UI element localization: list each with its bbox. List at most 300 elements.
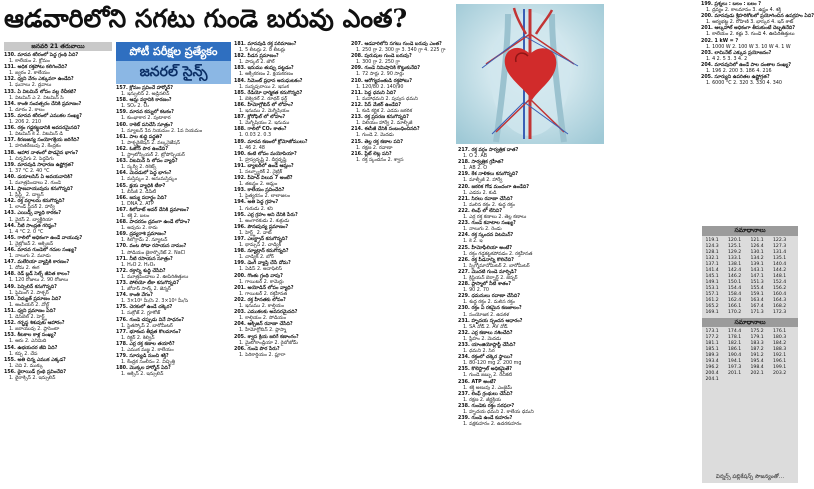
answer-cell: 179.1 [750, 335, 764, 340]
question-text: 148. రెడ్ బ్లడ్ సెల్స్ జీవిత కాలం? [4, 272, 70, 278]
question-text: 230. రక్తం ఏ రకమైన కణజాలం? [458, 306, 522, 312]
question-list [458, 148, 580, 428]
question-text: 228. ప్లాస్మాలో నీటి శాతం? [458, 282, 511, 288]
question-text: 146. మానవ గుండెలో గదుల సంఖ్య? [4, 248, 77, 253]
question-options: 1. ఎముక మజ్జ 2. కాలేయం [121, 348, 174, 354]
answer-cell: 158.4 [728, 292, 742, 297]
question-options: 1. 4 °C 2. 0 °C [9, 229, 44, 235]
question-text: 221. సిరలు రవాణా చేసేది? [458, 196, 513, 202]
question-text: 216. ప్లేట్ లెట్ల పని? [351, 151, 392, 157]
question-options: 1. థామ్సన్ 2. చాడ్విక్ [239, 243, 282, 249]
answer-cell: 124.3 [705, 244, 719, 249]
answer-cell: 195.4 [750, 359, 764, 364]
question-options: 1. హరితరేణువు 2. కేంద్రకం [9, 144, 61, 150]
question-options: 1. 6000 °C 2. 320 3. 330 4. 340 [706, 81, 782, 87]
question-text: 208. పురుషుల గుండె బరువు? [351, 54, 412, 60]
question-options: 1. గుండె జబ్బు 2. రేచీకటి [463, 373, 512, 379]
question-options: 1. రక్షణ 2. రవాణా [356, 145, 393, 151]
question-options: 1. హ్రస్వదృష్టి 2. దీర్ఘదృష్టి [239, 157, 287, 163]
question-options: 1. SO₂ 2. O₂ [121, 104, 150, 110]
question-options: 1. జ్వరం 2. కాలేయం [9, 71, 50, 77]
question-text: 204. మానవునిలో ఉండే పాల దంతాల సంఖ్య? [701, 62, 792, 68]
question-text: 166. జన్యు పదార్థం ఏది? [116, 195, 167, 201]
answers-table [705, 329, 795, 383]
answer-cell: 162.4 [728, 298, 742, 303]
question-options: 1. H₂O 2. H₂O₂ [121, 262, 156, 268]
question-text: 173. పోలియో టీకా కనుగొన్నది? [116, 281, 180, 286]
question-options: 1. కాల్షియం 2. సోడియం [239, 316, 287, 322]
question-options: 1. ఏడిస్ 2. అనాఫిలిస్ [239, 267, 283, 273]
question-text: 177. భూకంప తీవ్రత కొలమానం? [116, 329, 181, 335]
question-text: 219. కేశ నాళికలు కనుగొన్నది? [458, 172, 519, 178]
question-options: 1. సంయోజక 2. ఉపకళ [463, 312, 510, 318]
answer-cell: 176.1 [773, 329, 787, 334]
question-options: 1. ప్రీస్ట్లీ 2. డాల్టన్ [9, 193, 44, 199]
answer-cell: 119.1 [705, 238, 719, 243]
question-options: 1. రక్షణ 2. జీర్ణక్రియ [463, 397, 502, 403]
question-column-2 [116, 86, 231, 487]
question-options: 1. హీమోగ్లోబిన్ 2. ప్లాస్మా [239, 328, 287, 334]
question-options: 1. పాశ్చరైజేషన్ 2. వల్కనైజేషన్ [121, 140, 181, 146]
question-options: 1. రిక్టర్ 2. కెల్విన్ [121, 335, 155, 341]
answer-cell: 203.2 [773, 371, 787, 376]
answer-cell: 165.2 [705, 304, 719, 309]
question-options: 1. మలిన రక్తం 2. శుద్ధ రక్తం [463, 202, 515, 208]
answer-cell: 163.4 [750, 298, 764, 303]
question-options: 1. పాస్కల్ 2. జౌల్ [239, 60, 275, 66]
question-text: 188. గాలిలో CO₂ శాతం? [234, 127, 287, 133]
answer-cell: 187.2 [750, 347, 764, 352]
question-text: 138. ఆహార నాళంలో పొడవైన భాగం? [4, 150, 79, 156]
question-text: 189. మానవ కణంలో క్రోమోజోములు? [234, 139, 308, 145]
question-options: 1. పైత్యరసం 2. లాలాజలం [239, 194, 291, 200]
answer-cell: 142.4 [728, 268, 742, 273]
question-text: 182. పీడన ప్రమాణం? [234, 54, 279, 60]
question-text: 178. ఎర్ర రక్త కణాల తయారీ? [116, 341, 175, 347]
answer-cell: 161.2 [705, 298, 719, 303]
question-options: 1. పెరికార్డియం 2. ప్లూరా [239, 352, 286, 358]
question-text: 236. ATP అంటే? [458, 379, 497, 385]
question-text: 176. గుండె చప్పుడు వినే సాధనం? [116, 317, 185, 323]
question-text: 220. జఠరిక గోడ మందంగా ఉండేది? [458, 184, 529, 190]
answer-cell: 128.1 [705, 250, 719, 255]
question-text: 144. నీటి సాంద్రత గరిష్ఠం? [4, 223, 57, 229]
question-options: 1. కె 2. ఇ [463, 239, 483, 245]
question-options: 1. 0.03 2. 0.3 [239, 133, 272, 139]
question-options: 1. కుడి కర్ణిక 2. ఎడమ జఠరిక [356, 109, 413, 115]
question-text: 154. ఉభయచర జీవి ఏది? [4, 345, 58, 351]
question-options: 1. న్యూటన్ 3వ నియమం 2. 1వ నియమం [121, 128, 203, 134]
answers-box [702, 226, 798, 483]
page-headline: ఆడవారిలోని సగటు గుండె బరువు ఎంత? [4, 4, 408, 33]
question-text: 170. వంట సోడా రసాయన నామం? [116, 244, 187, 250]
question-column-6 [701, 2, 814, 222]
question-text: 199. ప్రశ్నలు : బలం : బలం ? [701, 2, 762, 7]
answer-cell: 132.1 [705, 256, 719, 261]
question-options: 1. ధమని 2. సిర [463, 349, 495, 355]
answer-cell: 153.1 [705, 286, 719, 291]
answer-cell: 182.1 [728, 341, 742, 346]
question-text: 151. ధ్వని ప్రమాణం ఏది? [4, 308, 56, 314]
answer-cell: 120.1 [728, 238, 742, 243]
question-text: 199. డెంగీ వ్యాప్తి చేసే దోమ? [234, 261, 291, 267]
question-text: 174. కాంతి వేగం? [116, 293, 153, 299]
answer-cell: 192.1 [773, 353, 787, 358]
question-options: 1. అవును 2. కాదు [121, 226, 158, 232]
answer-cell: 169.1 [705, 310, 719, 315]
question-text: 214. ఈసీజీ దేనికి సంబంధించినది? [351, 127, 420, 133]
heart-illustration-image [456, 4, 604, 144]
question-list [234, 42, 347, 359]
answer-cell: 121.1 [750, 238, 764, 243]
question-text: 143. ఎయిడ్స్ వ్యాధి కారకం? [4, 211, 62, 217]
question-options: 1. 3×10⁸ మీ/సె 2. 3×10⁶ మీ/సె [121, 299, 189, 305]
answer-cell: 197.3 [728, 365, 742, 370]
answer-cell: 149.1 [705, 280, 719, 285]
question-options: 1. సున్నపురాయి 2. ఇసుక [239, 84, 289, 90]
question-list [351, 42, 453, 164]
answer-cell: 183.3 [750, 341, 764, 346]
question-text: 162. ఓజోన్ పొర ఉండేది? [116, 146, 168, 152]
answer-cell: 127.3 [773, 244, 787, 249]
answer-cell: 196.1 [773, 359, 787, 364]
answers-subtitle: సమాధానాలు [702, 318, 798, 327]
question-options: 1. కాలేయం 2. క్లోమం [9, 59, 50, 65]
answers-table [705, 238, 795, 316]
heart-icon [456, 4, 604, 144]
question-options: 1. ద్రవ్యం 2. కాలమానం 3. ఉష్ణం 4. శక్తి [706, 8, 781, 14]
question-list [4, 53, 112, 382]
answer-cell: 170.2 [728, 310, 742, 315]
question-list [701, 2, 814, 87]
question-text: 141. ప్రాణవాయువును కనుగొన్నది? [4, 187, 73, 193]
question-options: 1. డెసిబెల్ 2. హెర్ట్జ్ [9, 315, 47, 321]
answer-cell: 140.4 [773, 262, 787, 267]
question-options: 1. జరాయువు 2. ప్లాసెంటా [9, 327, 60, 333]
question-text: 172. రక్తాన్ని శుద్ధి చేసేవి? [116, 268, 166, 274]
answers-row [705, 377, 795, 383]
answer-cell: 188.3 [773, 347, 787, 352]
answer-cell: 145.1 [705, 274, 719, 279]
question-text: 193. కాలేయం స్రవించేది? [234, 188, 285, 194]
answer-cell: 168.2 [773, 304, 787, 309]
question-options: 1. అంగారకుడు 2. శుక్రుడు [239, 218, 290, 224]
question-text: 232. ఎర్ర కణాలు నశించేది? [458, 330, 513, 336]
question-text: 185. రేడియో ధార్మికత కనుగొన్నది? [234, 90, 303, 96]
question-options: 1. థైరాక్సిన్ 2. ఇన్సులిన్ [9, 375, 56, 381]
answer-cell [728, 377, 751, 383]
question-text: 226. రక్త పీడనాన్ని కొలిచేది? [458, 257, 514, 263]
question-text: 222. లింఫ్ లో లేనివి? [458, 208, 503, 214]
question-options: 1. సోడియం బైకార్బొనేట్ 2. NaCl [121, 250, 186, 256]
question-text: 205. శ్వాస క్రియ జరిగే కణాంగం? [234, 334, 299, 340]
question-options: 1. ఫ్లెమింగ్ 2. పాశ్చర్ [9, 290, 49, 296]
answer-cell: 143.1 [750, 268, 764, 273]
answer-cell: 146.2 [728, 274, 742, 279]
answers-row [705, 310, 795, 316]
question-text: 233. యాంజియోప్లాస్టీ చేసేది? [458, 343, 516, 348]
question-options: 1. 4 2. 5 3. 3 4. 2 [706, 56, 748, 62]
question-text: 171. నీటి రసాయన సూత్రం? [116, 256, 173, 262]
answer-cell: 159.1 [750, 292, 764, 297]
answer-cell [773, 377, 796, 383]
question-options: 1. లాండ్ స్టీనర్ 2. హార్వే [9, 205, 55, 211]
question-options: 1. ఆర్యభట్ట 2. రోహిణి 3. భాస్కర 4. ఇన్ శాట్ [706, 20, 794, 26]
answer-cell: 134.2 [750, 256, 764, 261]
answer-cell: 150.1 [728, 280, 742, 285]
question-text: 215. తెల్ల రక్త కణాల పని? [351, 139, 404, 145]
question-options: 1. హృదయ ధమని 2. కాలేయ ధమని [463, 410, 534, 416]
question-text: 203. ఎముకలకు అవసరమైనది? [234, 310, 298, 316]
answer-cell: 174.4 [728, 329, 742, 334]
question-options: 1. బెక్వెరల్ 2. రూథర్ ఫర్డ్ [239, 96, 288, 102]
question-text: 134. కాంతి సంవత్సరం దేనికి ప్రమాణం? [4, 101, 82, 107]
question-options: 1. బీసీజీ 2. డీపీటీ [121, 189, 156, 195]
question-column-1 [4, 42, 112, 487]
question-text: 150. విద్యుత్ ప్రమాణం ఏది? [4, 296, 62, 302]
question-options: 1. శక్తి 2. బలం [121, 213, 150, 219]
question-options: 1. ఘనాలు 2. ద్రవాలు [9, 83, 52, 89]
question-options: 1. గురుడు 2. శని [239, 206, 273, 212]
date-box: జనవరి 21 తరువాయి [4, 42, 112, 51]
question-options: 1. ఇనుము 2. కాల్షియం [239, 304, 285, 310]
question-text: 160. రాకెట్ పనిచేసే సూత్రం? [116, 122, 173, 128]
answer-cell: 135.1 [773, 256, 787, 261]
question-options: 1. స్ట్రాటోస్ఫియర్ 2. ట్రోపోస్ఫియర్ [121, 153, 185, 159]
question-text: 212. పేస్ మేకర్ ఉండేది? [351, 102, 402, 108]
question-options: 1. ఆక్సిన్ 2. ఇన్సులిన్ [121, 372, 164, 378]
question-text: 203. లామినేట్ ఎక్కువ ప్రయోజనం? [701, 50, 772, 56]
question-options: 1. 120 రోజులు 2. 90 రోజులు [9, 278, 69, 284]
question-text: 234. రక్తంలో చక్కెర స్థాయి? [458, 355, 513, 361]
question-text: 155. అతి చిన్న ఎముక ఎక్కడ? [4, 357, 66, 363]
question-options: 1. 37 °C 2. 40 °C [9, 168, 50, 174]
question-options: 1. 90 2. 70 [463, 288, 489, 294]
answer-cell: 181.1 [705, 341, 719, 346]
answer-cell: 160.4 [773, 292, 787, 297]
answer-cell: 154.4 [728, 286, 742, 291]
question-text: 217. రక్త వర్గం సార్వత్రిక దాత? [458, 148, 519, 153]
answer-cell: 186.1 [728, 347, 742, 352]
question-text: 131. అధిక రక్తపోటు కలిగించేది? [4, 65, 68, 71]
question-options: 1. 72 సార్లు 2. 90 సార్లు [356, 72, 404, 78]
question-text: 161. పాల శుద్ధి పద్ధతి? [116, 134, 163, 140]
question-text: 181. మానవుడి రక్త పరిమాణం? [234, 42, 297, 47]
section-banner-top: పోటీ పరీక్షల ప్రత్యేకం [116, 42, 231, 61]
answer-cell: 164.3 [773, 298, 787, 303]
answer-cell: 147.1 [750, 274, 764, 279]
question-text: 179. సూర్యుడి నుంచి శక్తి? [116, 354, 169, 360]
question-options: 1. 300 గ్రా 2. 250 గ్రా [356, 60, 400, 66]
question-column-5 [458, 148, 580, 487]
question-text: 149. పెన్సిలిన్ కనుగొన్నది? [4, 284, 57, 290]
question-options: 1. కప్ప 2. చేప [9, 351, 38, 357]
answer-cell: 167.4 [750, 304, 764, 309]
question-options: 1. ఆక్సీకరణం 2. క్షయకరణం [239, 72, 294, 78]
question-options: 1. O 2. AB [463, 154, 488, 160]
question-options: 1. తటస్థం 2. ఆమ్లం [239, 182, 278, 188]
answer-cell: 157.1 [705, 292, 719, 297]
answer-cell: 193.4 [705, 359, 719, 364]
question-text: 168. పాదరసం ద్రవంగా ఉండే లోహం? [116, 220, 191, 226]
question-options: 1. దోమ 2. ఈగ [9, 266, 40, 272]
question-text: 195. ఎర్ర గ్రహం అని దేనికి పేరు? [234, 212, 298, 218]
question-options: 1. క్రిస్టియన్ బెర్నార్డ్ 2. జెన్నర్ [463, 275, 518, 281]
question-column-4 [351, 42, 453, 487]
question-options: 1. 120/80 2. 140/90 [356, 84, 404, 90]
answer-cell: 191.2 [750, 353, 764, 358]
question-text: 135. మానవ శరీరంలో ఎముకల సంఖ్య? [4, 113, 82, 119]
question-text: 190. కంటి లోపం మయోపియా? [234, 151, 297, 157]
question-options: 1. ప్లీహం 2. మెదడు [463, 336, 502, 342]
question-options: 1. శక్తి అణువు 2. ఎంజైమ్ [463, 385, 513, 391]
section-banner-title: జనరల్ సైన్స్ [116, 61, 231, 84]
question-text: 231. హృదయ స్పందన ఆధారం? [458, 318, 523, 324]
question-options: 1. నైట్రోజన్ 2. ఆక్సిజన్ [9, 241, 54, 247]
question-options: 1. ఆరు 2. ఎనిమిది [9, 339, 47, 345]
answer-cell: 155.4 [750, 286, 764, 291]
question-options: 1. స్టెతస్కోప్ 2. బారోమీటర్ [121, 323, 173, 329]
question-text: 196. పౌనఃపున్య ప్రమాణం? [234, 224, 289, 230]
question-options: 1. వక్షకుహరం 2. ఉదరకుహరం [463, 422, 522, 428]
question-options: 1. 5 లీటర్లు 2. 8 లీటర్లు [239, 48, 286, 54]
question-text: 145. గాలిలో అధికంగా ఉండే వాయువు? [4, 235, 83, 241]
answer-cell: 204.1 [705, 377, 719, 382]
question-options: 1. ఇనుము 2. మెగ్నీషియం [239, 109, 290, 115]
question-options: 1. జోనాస్ సాల్క్ 2. జెన్నర్ [121, 287, 171, 293]
question-options: 1. 206 2. 210 [9, 120, 42, 126]
question-text: 187. క్లోరోఫిల్ లో లోహం? [234, 115, 286, 121]
question-text: 132. ధ్వని వేగం ఎక్కువగా ఉండేది? [4, 77, 74, 83]
question-options: 1. గాయిటర్ 2. రక్తహీనత [239, 291, 288, 297]
question-options: 1. హెర్ట్జ్ 2. వాట్ [239, 230, 272, 236]
answer-cell: 156.2 [773, 286, 787, 291]
question-text: 164. మెదడులో పెద్ద భాగం? [116, 171, 172, 177]
question-text: 205. సూర్యుని ఉపరితల ఉష్ణోగ్రత? [701, 75, 770, 81]
answer-cell: 194.1 [728, 359, 742, 364]
question-text: 153. కీటకాల కాళ్ల సంఖ్య? [4, 333, 57, 339]
question-options: 1. 80-120 mg 2. 200 mg [463, 361, 522, 367]
question-text: 209. గుండె నిమిషానికి కొట్టుకునేది? [351, 66, 421, 72]
answers-footer: విన్నర్స్ పబ్లికేషన్స్ సౌజన్యంతో... [715, 474, 785, 480]
question-options: 1. మైటోకాండ్రియా 2. రైబోజోమ్ [239, 340, 298, 346]
question-options: 1. మూత్రపిండాలు 2. ఊపిరితిత్తులు [121, 274, 189, 280]
question-text: 133. ఏ విటమిన్ లోపం వల్ల రేచీకటి? [4, 89, 77, 95]
question-options: 1. కాలేయం 2. కళ్లు 3. గుండె 4. ఊపిరితిత్తులు [706, 32, 795, 38]
question-text: 158. ఆమ్ల వర్షానికి కారణం? [116, 98, 172, 104]
question-text: 207. ఆడవారిలోని సగటు గుండె బరువు ఎంత? [351, 42, 442, 47]
question-text: 163. విటమిన్ సి లోపం వ్యాధి? [116, 159, 178, 165]
question-options: 1. చాడ్విక్ 2. బోర్ [239, 255, 274, 261]
question-options: 1. 196 2. 200 3. 186 4. 216 [706, 69, 772, 75]
question-options: 1. చిన్నపేగు 2. పెద్దపేగు [9, 156, 54, 162]
answer-cell: 189.3 [705, 353, 719, 358]
question-text: 224. రక్త స్కందన విటమిన్? [458, 233, 514, 239]
question-text: 169. ద్రవ్యరాశి ప్రమాణం? [116, 232, 167, 238]
question-text: 213. రక్త ప్రసరణ కనుగొన్నది? [351, 115, 409, 121]
answer-cell: 141.4 [705, 268, 719, 273]
question-options: 1. SA నోడ్ 2. AV నోడ్ [463, 324, 508, 330]
question-text: 136. రక్తం గడ్డకట్టడానికి అవసరమైనది? [4, 126, 80, 132]
question-options: 1. మెగ్నీషియం 2. ఇనుము [239, 121, 290, 127]
question-text: 139. మానవుడి సాధారణ ఉష్ణోగ్రత? [4, 162, 74, 168]
question-options: 1. స్ఫిగ్మోమానోమీటర్ 2. బారోమీటర్ [463, 263, 530, 269]
answer-cell: 177.2 [705, 335, 719, 340]
answer-cell: 175.2 [750, 329, 764, 334]
question-text: 206. గుండె పొర పేరు? [234, 346, 280, 352]
question-text: 200. మానవుడు శ్రీహరికోటలో ప్రయోగించిన ఉపగ్రహం ఏది? [701, 14, 814, 20]
answer-cell: 125.1 [728, 244, 742, 249]
question-options: 1. AB 2. O [463, 166, 488, 172]
question-options: 1. ఆంపియర్ 2. వోల్ట్ [9, 302, 49, 308]
answer-cell: 199.1 [773, 365, 787, 370]
answer-cell: 201.1 [728, 371, 742, 376]
answer-cell: 202.1 [750, 371, 764, 376]
answer-cell: 152.4 [773, 280, 787, 285]
question-text: 210. ఆరోగ్యవంతుడి రక్తపోటు? [351, 78, 412, 84]
question-text: 152. గర్భస్థ శిశువుకు ఆహారం? [4, 321, 65, 327]
question-options: 1. వైరస్ 2. బ్యాక్టీరియా [9, 217, 53, 223]
question-text: 227. మొదటి గుండె మార్పిడి? [458, 269, 517, 275]
answer-cell: 190.4 [728, 353, 742, 358]
question-text: 147. మలేరియా వ్యాప్తికి కారణం? [4, 260, 70, 266]
question-options: 1. గాయిటర్ 2. కామెర్లు [239, 279, 284, 285]
question-text: 191. బ్యాటరీలో ఉండే ఆమ్లం? [234, 163, 294, 169]
question-options: 1. విలియం హార్వే 2. మాల్పీజీ [356, 121, 413, 127]
question-text: 175. చెరకులో ఉండే చక్కెర? [116, 305, 173, 311]
question-options: 1. నాలుగు 2. రెండు [463, 227, 502, 233]
question-text: 237. లింఫ్ గ్రంథులు చేసేవి? [458, 391, 513, 397]
question-options: 1. విటమిన్ ఎ 2. విటమిన్ సి [9, 95, 64, 101]
question-text: 192. పీహెచ్ విలువ 7 అంటే? [234, 176, 293, 182]
question-options: 1. గుండె 2. మెదడు [356, 133, 394, 139]
question-options: 1. మహాధమని 2. పుపుస ధమని [356, 96, 418, 102]
answer-cell: 172.3 [773, 310, 787, 315]
answer-cell: 200.4 [705, 371, 719, 376]
answer-cell: 138.1 [728, 262, 742, 267]
answer-cell: 131.4 [773, 250, 787, 255]
question-options: 1. చెవి 2. ముక్కు [9, 363, 43, 369]
answer-cell [750, 377, 773, 383]
question-options: 1. కిలోగ్రామ్ 2. న్యూటన్ [121, 238, 168, 244]
question-text: 204. ఆక్సిజన్ రవాణా చేసేది? [234, 322, 293, 328]
question-text: 201. ఆల్కహాల్ అధికంగా తీసుకుంటే దెబ్బతినేది? [701, 26, 796, 32]
question-options: 1. సుక్రోజ్ 2. గ్లూకోజ్ [121, 311, 161, 317]
question-options: 1. మాల్పీజీ 2. హార్వే [463, 178, 503, 184]
question-text: 167. కిలోవాట్ అవర్ దేనికి ప్రమాణం? [116, 207, 190, 213]
answer-cell: 198.4 [750, 365, 764, 370]
question-text: 142. రక్త వర్గాలను కనుగొన్నది? [4, 199, 65, 205]
answer-cell: 122.3 [773, 238, 787, 243]
question-text: 157. క్లోమం స్రవించే హార్మోన్? [116, 86, 173, 91]
question-text: 201. అయోడిన్ లోపం వ్యాధి? [234, 285, 294, 291]
section-banner [116, 42, 231, 84]
question-text: 159. మానవ కన్నులో కటకం? [116, 110, 174, 116]
question-text: 186. హీమోగ్లోబిన్ లో లోహం? [234, 102, 294, 108]
answer-cell: 180.3 [773, 335, 787, 340]
question-options: 1. దూరం 2. కాలం [9, 107, 45, 113]
answer-cell: 171.3 [750, 310, 764, 315]
question-options: 1. 46 2. 48 [239, 145, 265, 151]
question-text: 211. పెద్ద ధమని ఏది? [351, 90, 397, 96]
question-text: 130. మానవ శరీరంలో పెద్ద గ్రంథి ఏది? [4, 53, 79, 58]
answer-cell: 185.1 [705, 347, 719, 352]
question-options: 1. శుద్ధ రక్తం 2. మలిన రక్తం [463, 300, 515, 306]
question-options: 1. 250 గ్రా 2. 300 గ్రా 3. 340 గ్రా 4. 225 గ్రా [356, 48, 446, 54]
answer-cell: 196.2 [705, 365, 719, 370]
answers-title: సమాధానాలు [702, 226, 798, 236]
question-text: 156. థైరాయిడ్ గ్రంథి స్రవించేది? [4, 369, 67, 375]
